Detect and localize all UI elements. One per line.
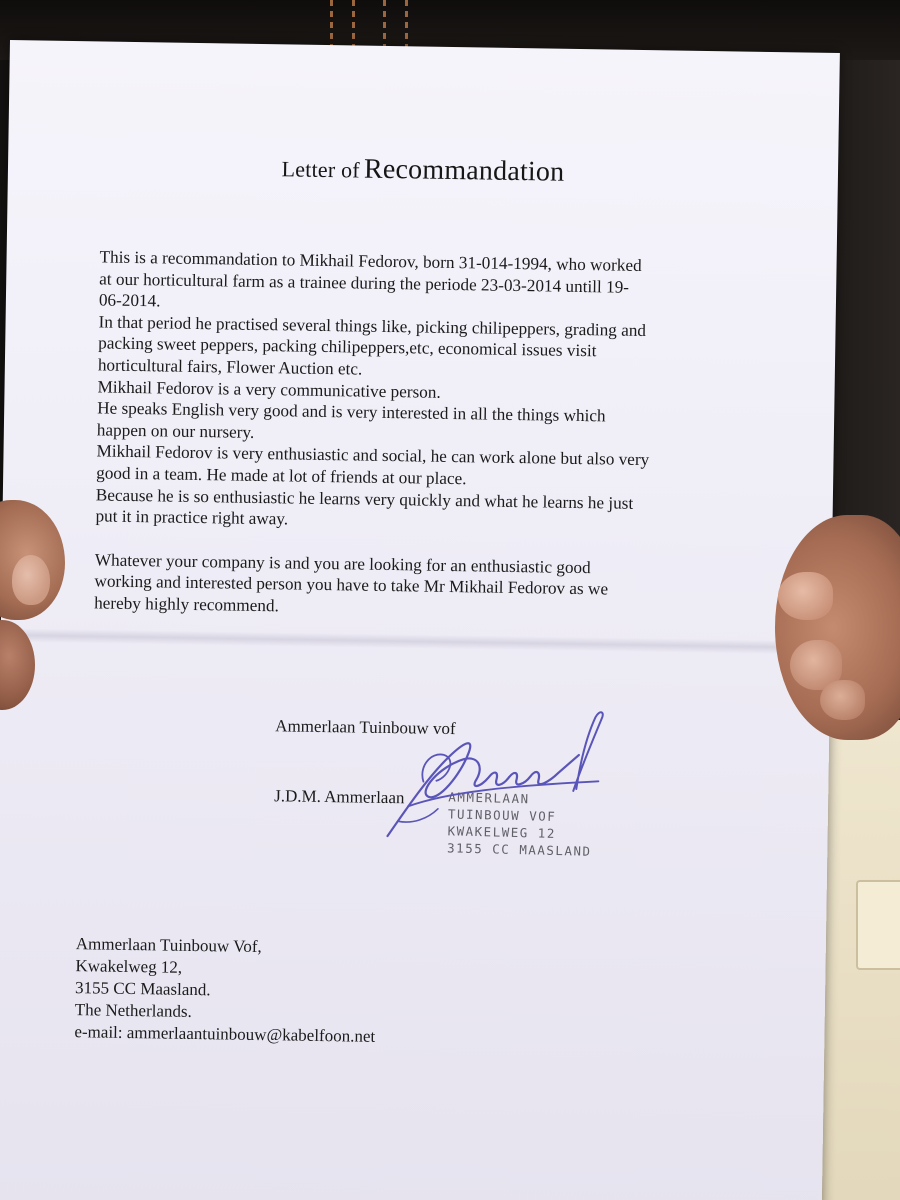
closing-line: Whatever your company is and you are looking for an enthusiastic good [94,550,591,577]
address-line: Kwakelweg 12, [75,956,183,977]
left-thumbnail [12,555,50,605]
body-line: Mikhail Fedorov is very enthusiastic and social, he can work alone but also very [96,441,650,470]
letter-title [8,148,838,193]
right-fingertip [778,572,833,620]
body-line: In that period he practised several things like, picking chilipeppers, grading and [98,312,647,340]
body-line: Because he is so enthusiastic he learns very quickly and what he learns he just [95,484,634,513]
address-email: e-mail: ammerlaantuinbouw@kabelfoon.net [74,1022,376,1046]
letter-page [0,40,840,1200]
body-line: horticultural fairs, Flower Auction etc. [97,355,363,379]
body-line: at our horticultural farm as a trainee during the periode 23-03-2014 untill 19- [99,269,630,297]
handwritten-signature [367,696,609,850]
closing-line: hereby highly recommend. [94,593,280,616]
body-line: good in a team. He made at lot of friends at our place. [96,463,467,489]
right-fingertip [820,680,865,720]
address-line: 3155 CC Maasland. [74,978,211,1000]
body-line: He speaks English very good and is very interested in all the things which [97,398,606,426]
stamp-line: 3155 CC MAASLAND [446,840,592,859]
body-line: happen on our nursery. [96,420,255,442]
body-line: 06-2014. [98,290,161,311]
paper-fold [1,628,831,655]
stamp-line: TUINBOUW VOF [447,806,557,824]
letter-body [94,246,740,624]
body-line: Mikhail Fedorov is a very communicative person. [97,376,441,402]
closing-line: working and interested person you have to take Mr Mikhail Fedorov as we [94,571,609,599]
body-line: put it in practice right away. [95,506,289,529]
address-line: The Netherlands. [74,1000,192,1021]
title-prefix: Letter of [281,156,361,183]
stamp-line: KWAKELWEG 12 [447,823,557,841]
stamp-line: AMMERLAAN [448,789,530,807]
signature-company: Ammerlaan Tuinbouw vof [275,716,456,739]
body-line: packing sweet peppers, packing chilipeppers,etc, economical issues visit [98,333,597,361]
title-main: Recommandation [363,153,565,188]
signature-person: J.D.M. Ammerlaan [274,786,405,808]
sender-address [74,933,376,1048]
address-line: Ammerlaan Tuinbouw Vof, [75,934,262,957]
wall-switch [856,880,900,970]
body-line: This is a recommandation to Mikhail Fedorov, born 31-014-1994, who worked [99,247,642,275]
